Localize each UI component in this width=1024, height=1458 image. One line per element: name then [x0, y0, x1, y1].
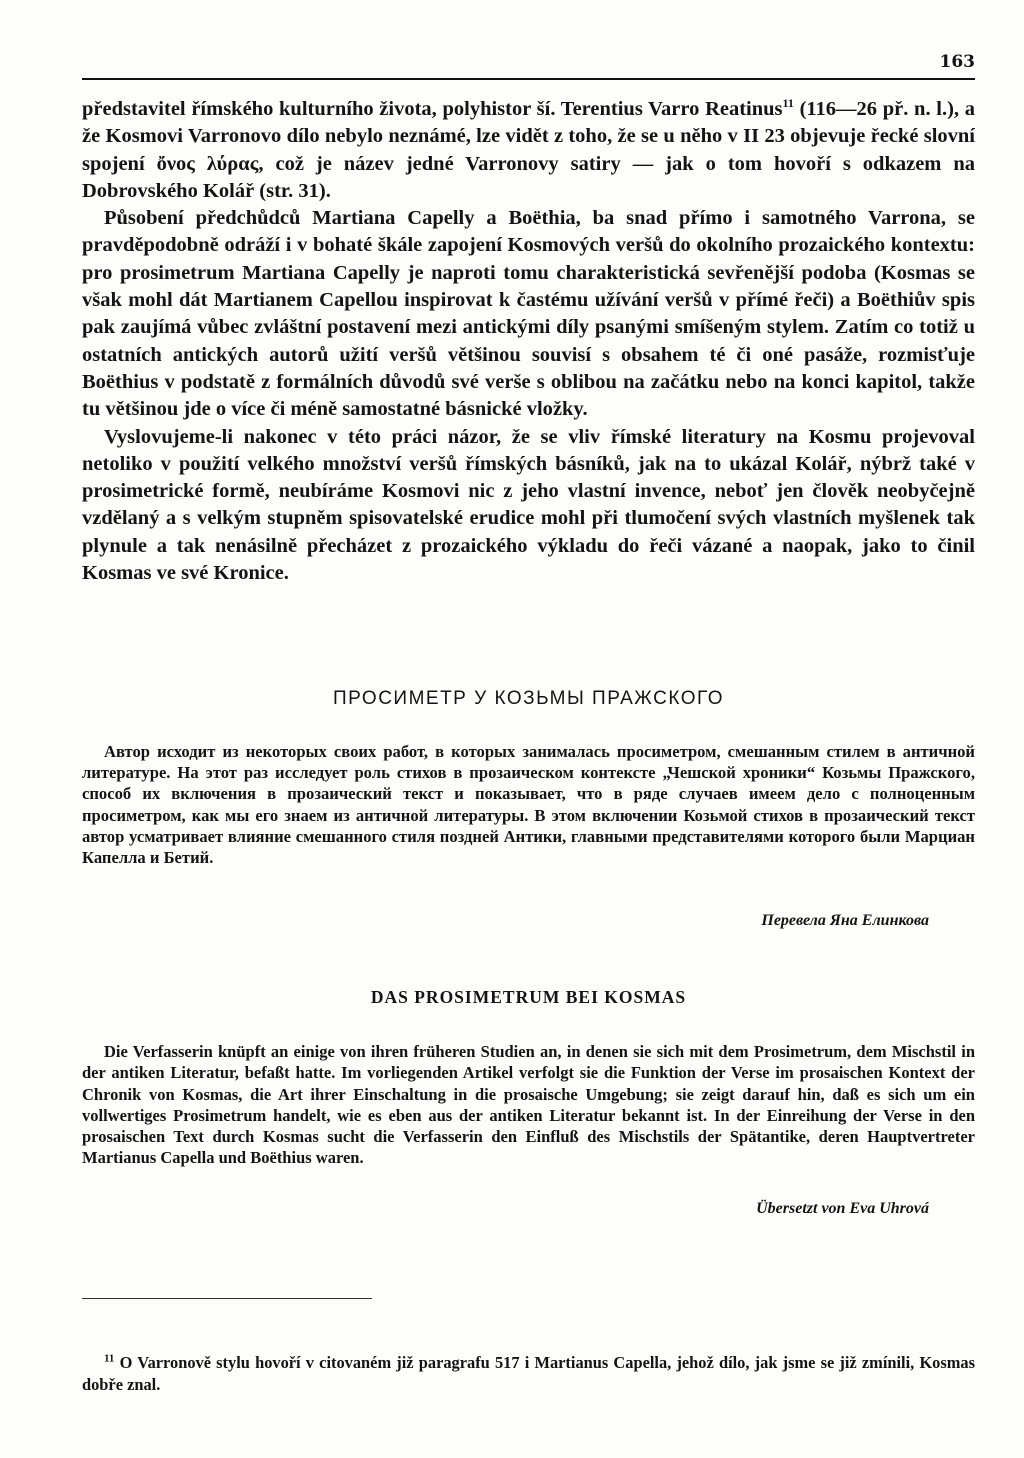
russian-summary [82, 741, 975, 868]
german-summary-text: Die Verfasserin knüpft an einige von ihren früheren Studien an, in denen sie sich mit dem Prosimetrum, dem Mischstil in der antiken Literatur, befaßt hatte. Im vorliegenden Artikel verfolgt sie die Funktion der Verse im prosaischen Kontext der Chronik von Kosmas, die Art ihrer Einschaltung in die prosaische Umgebung; sie zeigt darauf hin, daß es sich um ein vollwertiges Prosimetrum handelt, wie es eben aus der antiken Literatur bekannt ist. In der Einreihung der Verse in den prosaischen Text durch Kosmas sucht die Verfasserin den Einfluß des Mischstils der Spätantike, deren Hauptvertreter Martianus Capella und Boëthius waren. [82, 1042, 975, 1168]
footnote-text [82, 1352, 975, 1396]
russian-translator: Перевела Яна Елинкова [761, 912, 929, 929]
footnote [82, 1352, 975, 1396]
footnote-body: O Varronově stylu hovoří v citovaném již paragrafu 517 i Martianus Capella, jehož dílo, jak jsme se již zmínili, Kosmas dobře znal. [82, 1353, 975, 1394]
german-summary-title: DAS PROSIMETRUM BEI KOSMAS [370, 987, 687, 1007]
german-translator: Übersetzt von Eva Uhrová [756, 1200, 929, 1217]
paragraph-1-start: představitel římského kulturního života, polyhistor ší. Terentius Varro Reatinus [82, 98, 783, 120]
main-text [82, 96, 975, 587]
paragraph-1 [82, 96, 975, 205]
russian-summary-title: ПРОСИМЕТР У КОЗЬМЫ ПРАЖСКОГО [333, 688, 724, 709]
german-summary [82, 1041, 975, 1169]
paragraph-2: Působení předchůdců Martiana Capelly a Boëthia, ba snad přímo i samotného Varrona, se pravděpodobně odráží i v bohaté škále zapojení Kosmových veršů do okolního prozaického kontextu: pro prosimetrum Martiana Capelly je naproti tomu charakteristická sevřenější podoba (Kosmas se však mohl dát Martianem Capellou inspirovat k častému užívání veršů v přímé řeči) a Boëthiův spis pak zaujímá vůbec zvláštní postavení mezi antickými díly psanými smíšeným stylem. Zatím co totiž u ostatních antických autorů užití veršů většinou souvisí s obsahem té či oné pasáže, rozmisťuje Boëthius v podstatě z formálních důvodů své verše s oblibou na začátku nebo na konci kapitol, takže tu většinou jde o více či méně samostatné básnické vložky. [82, 207, 975, 421]
russian-summary-text: Автор исходит из некоторых своих работ, в которых занималась просиметром, смешанным стилем в античной литературе. На этот раз исследует роль стихов в прозаическом контексте „Чешской хроники“ Козьмы Пражского, способ их включения в прозаический текст и показывает, что в ряде случаев имеем дело с полноценным просиметром, как мы его знаем из античной литературы. В этом включении Козьмой стихов в прозаический текст автор усматривает влияние смешанного стиля поздней Антики, главными представителями которого были Марциан Капелла и Бетий. [82, 742, 975, 868]
footnote-number: 11 [104, 1352, 115, 1365]
page-number: 163 [939, 52, 975, 72]
footnote-rule [82, 1298, 372, 1299]
paragraph-1-end: (116—26 př. n. l.), a že Kosmovi Varronovo dílo nebylo neznámé, lze vidět z toho, že se u něho v II 23 objevuje řecké slovní spojení ὄνος λύρας, což je název jedné Varronovy satiry — jak o tom hovoří s odkazem na Dobrovského Kolář (str. 31). [82, 98, 976, 202]
header-rule [82, 78, 975, 80]
footnote-ref: 11 [782, 96, 794, 111]
paragraph-3: Vyslovujeme-li nakonec v této práci názor, že se vliv římské literatury na Kosmu projevoval netoliko v použití velkého množství veršů římských básníků, jak na to ukázal Kolář, nýbrž také v prosimetrické formě, neubíráme Kosmovi nic z jeho vlastní invence, neboť jen člověk neobyčejně vzdělaný a s velkým stupněm spisovatelské erudice mohl při tlumočení svých vlastních myšlenek tak plynule a tak nenásilně přecházet z prozaického výkladu do řeči vázané a naopak, jako to činil Kosmas ve své Kronice. [82, 425, 975, 585]
